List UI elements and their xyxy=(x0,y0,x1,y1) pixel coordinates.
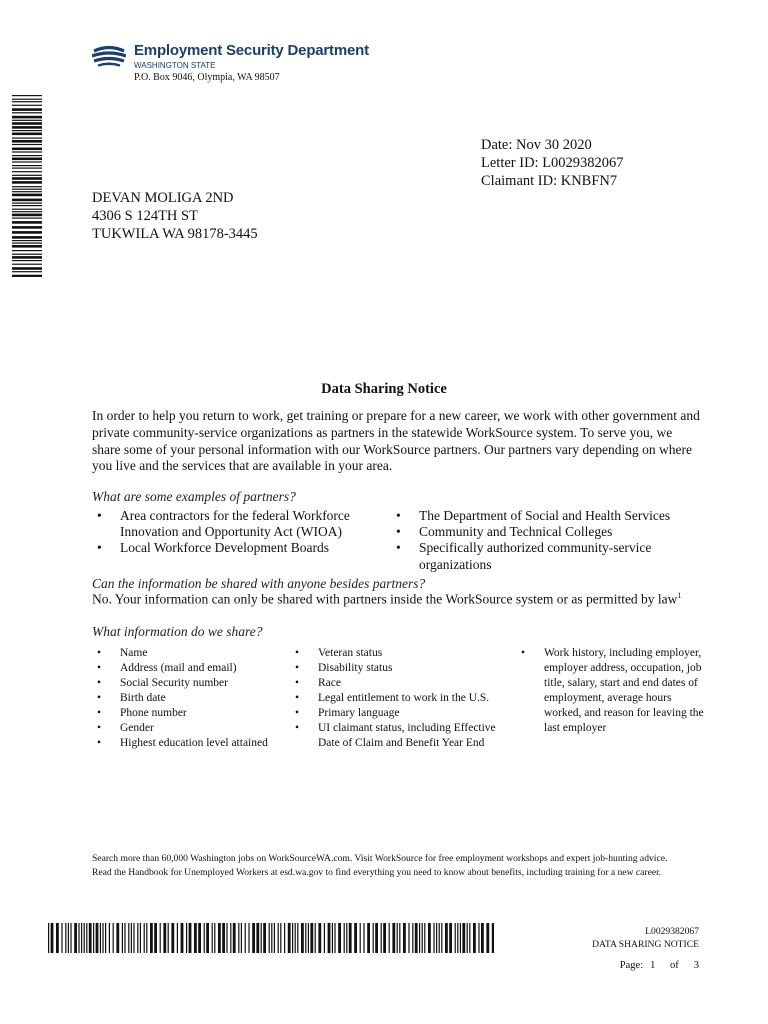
info-list-col2 xyxy=(290,646,520,751)
page-label: Page: xyxy=(619,960,644,971)
intro-paragraph: In order to help you return to work, get training or prepare for a new career, we work with other government and private community-service organizations as partners in the statewide WorkSource system. To serve you, we share some of your personal information with our WorkSource partners. Our partners vary depending on where you live and the services that are available in your area. xyxy=(92,408,700,474)
page-current: 1 xyxy=(650,960,656,971)
vertical-barcode xyxy=(12,95,42,277)
list-item: • Disability status xyxy=(290,661,520,676)
list-item: • Name xyxy=(92,646,292,661)
recipient-address xyxy=(92,189,258,243)
page-number xyxy=(620,960,699,971)
org-state: WASHINGTON STATE xyxy=(134,61,216,70)
recipient-city: TUKWILA WA 98178-3445 xyxy=(92,226,258,242)
footer-doc-name: DATA SHARING NOTICE xyxy=(592,939,699,950)
page-total: 3 xyxy=(693,960,699,971)
list-item: • Local Workforce Development Boards xyxy=(92,540,382,556)
share-question: Can the information be shared with anyone besides partners? xyxy=(92,576,426,591)
info-list-col1 xyxy=(92,646,292,751)
info-list-col3 xyxy=(516,646,706,736)
letter-date: Date: Nov 30 2020 xyxy=(481,137,592,153)
footer-text xyxy=(92,852,702,879)
list-item: • Race xyxy=(290,676,520,691)
list-item: • Gender xyxy=(92,721,292,736)
list-item: • Legal entitlement to work in the U.S. xyxy=(290,691,520,706)
list-item: • Specifically authorized community-service organizations xyxy=(391,540,701,572)
list-item: • The Department of Social and Health Services xyxy=(391,508,701,524)
list-item: • UI claimant status, including Effective Date of Claim and Benefit Year End xyxy=(290,721,520,751)
footnote-marker: 1 xyxy=(677,591,682,600)
list-item: • Birth date xyxy=(92,691,292,706)
list-item: • Work history, including employer, employer address, occupation, job title, salary, start and end dates of employment, average hours worked, and reason for leaving the last employer xyxy=(516,646,706,736)
what-question: What information do we share? xyxy=(92,624,263,639)
org-address: P.O. Box 9046, Olympia, WA 98507 xyxy=(134,72,280,83)
letter-id: Letter ID: L0029382067 xyxy=(481,155,624,171)
footer-line-handbook: Read the Handbook for Unemployed Workers at esd.wa.gov to find everything you need to know about benefits, including training for a new career. xyxy=(92,866,662,878)
footer-letter-id: L0029382067 xyxy=(645,926,699,937)
partners-question: What are some examples of partners? xyxy=(92,489,296,504)
org-name: Employment Security Department xyxy=(134,42,369,59)
page-of: of xyxy=(670,960,679,971)
list-item: • Highest education level attained xyxy=(92,736,292,751)
list-item: • Primary language xyxy=(290,706,520,721)
list-item: • Veteran status xyxy=(290,646,520,661)
list-item: • Area contractors for the federal Workforce Innovation and Opportunity Act (WIOA) xyxy=(92,508,382,540)
notice-title: Data Sharing Notice xyxy=(321,381,447,397)
recipient-street: 4306 S 124TH ST xyxy=(92,208,198,224)
list-item: • Address (mail and email) xyxy=(92,661,292,676)
letter-meta xyxy=(481,136,624,190)
partners-list-right xyxy=(391,508,701,573)
share-answer xyxy=(92,591,681,608)
recipient-name: DEVAN MOLIGA 2ND xyxy=(92,190,234,206)
footer-line-jobs: Search more than 60,000 Washington jobs on WorkSourceWA.com. Visit WorkSource for free employment workshops and expert job-hunting advice. xyxy=(92,853,668,864)
share-answer-text: No. Your information can only be shared with partners inside the WorkSource system or as permitted by law xyxy=(92,591,678,607)
horizontal-barcode xyxy=(48,923,494,953)
claimant-id: Claimant ID: KNBFN7 xyxy=(481,173,618,189)
footer-document-id xyxy=(592,925,699,951)
esd-logo-icon xyxy=(92,45,126,67)
list-item: • Phone number xyxy=(92,706,292,721)
list-item: • Community and Technical Colleges xyxy=(391,524,701,540)
partners-list-left xyxy=(92,508,382,557)
list-item: • Social Security number xyxy=(92,676,292,691)
